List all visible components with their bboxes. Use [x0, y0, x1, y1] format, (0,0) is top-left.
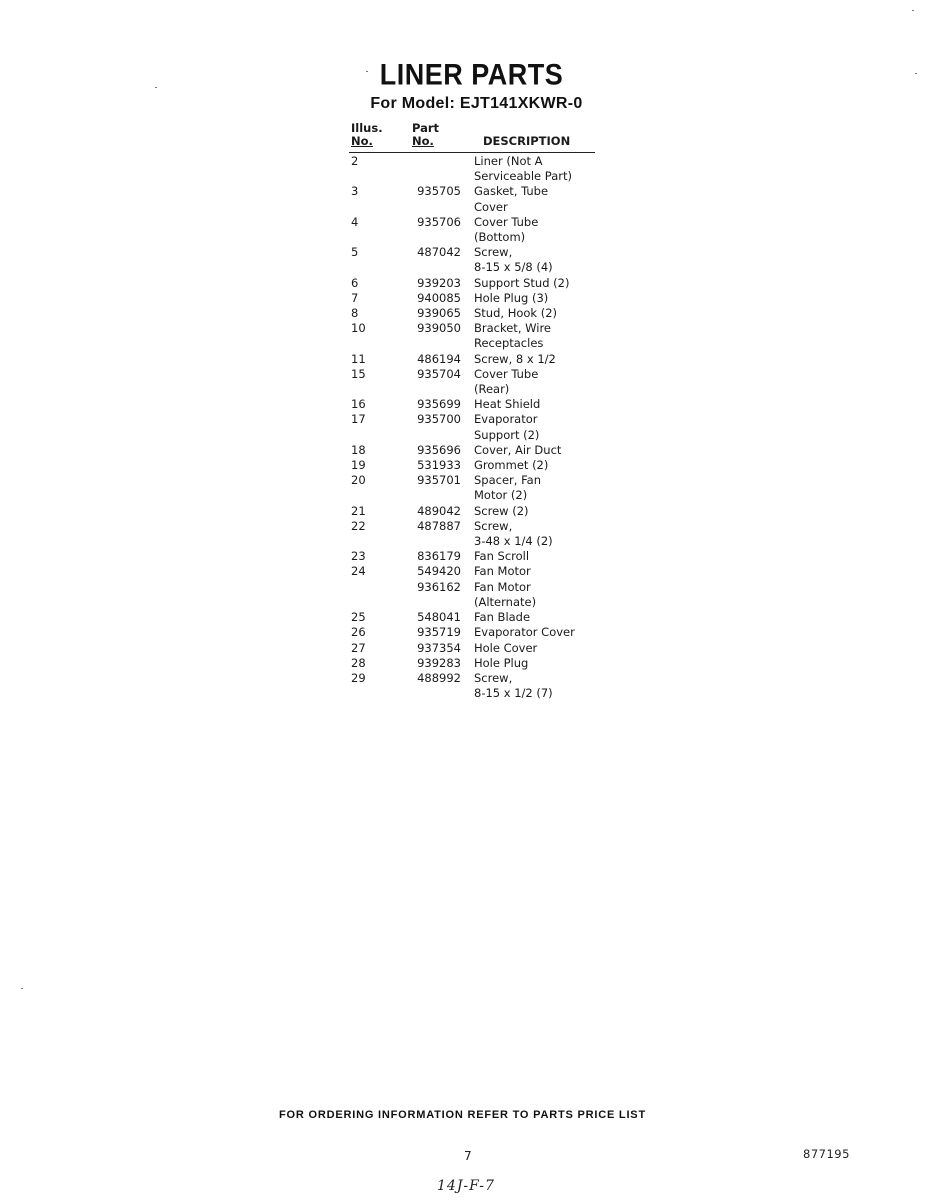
table-row [349, 412, 595, 427]
part-number-cell: 548041 [417, 610, 461, 625]
illus-number-cell: 8 [351, 306, 359, 321]
illus-number-cell [349, 428, 387, 443]
page-title: LINER PARTS [379, 58, 564, 92]
description-cell: 8-15 x 5/8 (4) [474, 260, 553, 275]
scan-speck [21, 988, 23, 989]
part-number-cell: 936162 [417, 579, 461, 594]
table-row [349, 169, 595, 184]
part-number-cell [387, 154, 461, 169]
illus-number-cell: 7 [351, 290, 359, 305]
description-cell: Grommet (2) [474, 458, 549, 473]
description-cell: Support (2) [474, 427, 540, 442]
table-row [349, 291, 595, 306]
illus-number-cell [349, 580, 387, 595]
description-cell: Fan Motor [474, 579, 531, 594]
table-row [349, 656, 595, 671]
description-cell: Cover Tube [474, 214, 539, 229]
table-row [349, 504, 595, 519]
part-number-cell [387, 336, 461, 351]
illus-number-cell: 19 [351, 458, 366, 473]
part-number-cell: 935705 [417, 184, 461, 199]
part-number-cell: 487042 [417, 245, 461, 260]
table-row [349, 549, 595, 564]
illus-number-cell: 22 [351, 518, 366, 533]
table-row [349, 260, 595, 275]
description-cell: Support Stud (2) [474, 275, 570, 290]
part-number-cell: 939050 [417, 321, 461, 336]
table-row [349, 625, 595, 640]
illus-number-cell: 29 [351, 670, 366, 685]
table-row [349, 336, 595, 351]
illus-number-cell [349, 534, 387, 549]
description-cell: Hole Plug [474, 655, 529, 670]
illus-number-cell: 27 [351, 640, 366, 655]
part-number-cell [387, 488, 461, 503]
description-cell: 8-15 x 1/2 (7) [474, 686, 553, 701]
illus-number-cell: 26 [351, 625, 366, 640]
illus-number-cell [349, 382, 387, 397]
description-cell: Gasket, Tube [474, 184, 549, 199]
part-number-cell: 940085 [417, 290, 461, 305]
part-number-cell: 939065 [417, 306, 461, 321]
part-number-cell: 531933 [417, 458, 461, 473]
table-row [349, 306, 595, 321]
part-number-cell: 935704 [417, 366, 461, 381]
parts-table [349, 121, 595, 701]
table-row [349, 215, 595, 230]
description-cell: Screw, [474, 518, 513, 533]
description-cell: Stud, Hook (2) [474, 306, 558, 321]
part-number-cell: 939283 [417, 655, 461, 670]
part-number-cell: 935706 [417, 214, 461, 229]
illus-number-cell [349, 488, 387, 503]
illus-number-cell: 20 [351, 473, 366, 488]
description-cell: Hole Plug (3) [474, 290, 549, 305]
table-row [349, 473, 595, 488]
illus-number-cell: 25 [351, 610, 366, 625]
part-number-cell: 937354 [417, 640, 461, 655]
illus-number-cell: 5 [351, 245, 359, 260]
part-number-cell [387, 686, 461, 701]
table-row [349, 276, 595, 291]
header-description: DESCRIPTION [483, 134, 571, 148]
illus-number-cell: 16 [351, 397, 366, 412]
description-cell: Screw (2) [474, 503, 529, 518]
table-row [349, 184, 595, 199]
table-row [349, 595, 595, 610]
illus-number-cell [349, 169, 387, 184]
illus-number-cell: 28 [351, 655, 366, 670]
table-row [349, 428, 595, 443]
part-number-cell: 935700 [417, 412, 461, 427]
part-number-cell: 935701 [417, 473, 461, 488]
header-part-no: Part No. [412, 121, 440, 148]
illus-number-cell [349, 686, 387, 701]
description-cell: (Bottom) [474, 230, 526, 245]
handwritten-note: 14J-F-7 [437, 1178, 495, 1194]
table-row [349, 230, 595, 245]
table-row [349, 154, 595, 169]
table-row [349, 534, 595, 549]
part-number-cell [387, 595, 461, 610]
illus-number-cell [349, 260, 387, 275]
part-number-cell [387, 169, 461, 184]
illus-number-cell: 17 [351, 412, 366, 427]
illus-number-cell [349, 200, 387, 215]
description-cell: Fan Scroll [474, 549, 530, 564]
table-row [349, 382, 595, 397]
model-subtitle: For Model: EJT141XKWR-0 [370, 95, 583, 112]
table-row [349, 488, 595, 503]
description-cell: Heat Shield [474, 397, 541, 412]
description-cell: Evaporator [474, 412, 538, 427]
description-cell: Liner (Not A [474, 154, 543, 168]
table-row [349, 671, 595, 686]
part-number-cell: 935719 [417, 625, 461, 640]
illus-number-cell: 23 [351, 549, 366, 564]
description-cell: Cover Tube [474, 366, 539, 381]
table-row [349, 564, 595, 579]
part-number-cell [387, 260, 461, 275]
part-number-cell: 935696 [417, 442, 461, 457]
description-cell: Cover, Air Duct [474, 442, 562, 457]
part-number-cell: 836179 [417, 549, 461, 564]
description-cell: Screw, [474, 670, 513, 685]
description-cell: Evaporator Cover [474, 625, 575, 640]
illus-number-cell: 3 [351, 184, 359, 199]
description-cell: 3-48 x 1/4 (2) [474, 534, 553, 549]
table-row [349, 321, 595, 336]
description-cell: Receptacles [474, 336, 544, 351]
description-cell: Motor (2) [474, 488, 528, 503]
description-cell: Spacer, Fan [474, 473, 541, 488]
part-number-cell [387, 428, 461, 443]
description-cell: (Rear) [474, 382, 510, 397]
table-row [349, 610, 595, 625]
illus-number-cell: 4 [351, 214, 359, 229]
part-number-cell: 487887 [417, 518, 461, 533]
description-cell: Hole Cover [474, 640, 538, 655]
illus-number-cell [349, 336, 387, 351]
table-row [349, 367, 595, 382]
part-number-cell [387, 534, 461, 549]
illus-number-cell: 6 [351, 275, 359, 290]
header-illus-no: Illus. No. [351, 121, 383, 148]
part-number-cell: 939203 [417, 275, 461, 290]
illus-number-cell: 10 [351, 321, 366, 336]
illus-number-cell: 15 [351, 366, 366, 381]
table-row [349, 200, 595, 215]
table-row [349, 686, 595, 701]
illus-number-cell [349, 595, 387, 610]
part-number-cell: 488992 [417, 670, 461, 685]
description-cell: Fan Blade [474, 610, 531, 625]
description-cell: Screw, 8 x 1/2 [474, 351, 556, 366]
document-number: 877195 [803, 1147, 850, 1161]
illus-number-cell: 24 [351, 564, 366, 579]
part-number-cell: 486194 [417, 351, 461, 366]
table-row [349, 580, 595, 595]
table-row [349, 443, 595, 458]
part-number-cell [387, 382, 461, 397]
description-cell: Bracket, Wire [474, 321, 551, 336]
table-row [349, 458, 595, 473]
illus-number-cell: 18 [351, 442, 366, 457]
part-number-cell: 489042 [417, 503, 461, 518]
description-cell: Fan Motor [474, 564, 531, 579]
illus-number-cell [349, 230, 387, 245]
part-number-cell: 935699 [417, 397, 461, 412]
illus-number-cell: 2 [351, 154, 359, 168]
table-row [349, 519, 595, 534]
table-header [349, 121, 595, 153]
table-row [349, 397, 595, 412]
table-row [349, 352, 595, 367]
part-number-cell: 549420 [417, 564, 461, 579]
table-body [349, 154, 595, 701]
part-number-cell [387, 200, 461, 215]
part-number-cell [387, 230, 461, 245]
illus-number-cell: 21 [351, 503, 366, 518]
page-number: 7 [464, 1149, 472, 1163]
table-row [349, 641, 595, 656]
ordering-note: FOR ORDERING INFORMATION REFER TO PARTS PRICE LIST [279, 1109, 646, 1121]
description-cell: Cover [474, 199, 508, 214]
description-cell: Screw, [474, 245, 513, 260]
illus-number-cell: 11 [351, 351, 366, 366]
scan-speck [912, 10, 914, 11]
description-cell: Serviceable Part) [474, 169, 572, 184]
table-row [349, 245, 595, 260]
description-cell: (Alternate) [474, 594, 537, 609]
